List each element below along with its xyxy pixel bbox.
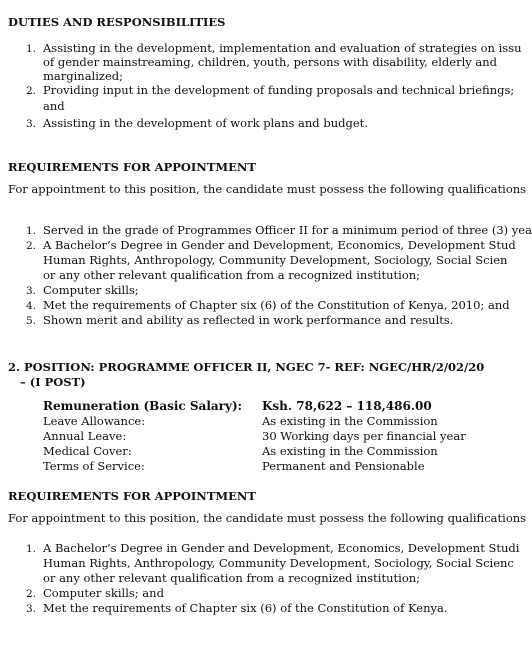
list-item-text: or any other relevant qualification from a recognized institution; [43,268,421,282]
list-item-text: Human Rights, Anthropology, Community Development, Sociology, Social Scien [43,253,508,267]
list-item-number: 3. [26,285,37,297]
list-item-text: Assisting in the development, implementation and evaluation of strategies on issu [43,41,522,55]
list-item-text: marginalized; [43,69,124,83]
remuneration-value: Ksh. 78,622 – 118,486.00 [262,399,432,413]
medical-cover-label: Medical Cover: [43,444,132,458]
list-item-text: A Bachelor’s Degree in Gender and Development, Economics, Development Stud [43,238,516,252]
list-item-text: Met the requirements of Chapter six (6) of the Constitution of Kenya. [43,601,448,615]
duties-heading: DUTIES AND RESPONSIBILITIES [8,15,226,29]
annual-leave-label: Annual Leave: [43,429,127,443]
list-item-text: Computer skills; [43,283,139,297]
terms-of-service-value: Permanent and Pensionable [262,459,425,473]
position-title: 2. POSITION: PROGRAMME OFFICER II, NGEC 7- REF: NGEC/HR/2/02/20 [8,360,485,374]
list-item-text: A Bachelor’s Degree in Gender and Development, Economics, Development Studi [43,541,520,555]
list-item-number: 2. [26,240,37,252]
leave-allowance-label: Leave Allowance: [43,414,146,428]
remuneration-label: Remuneration (Basic Salary): [43,399,243,413]
requirements-intro: For appointment to this position, the candidate must possess the following qualifications [8,182,527,196]
list-item-text: or any other relevant qualification from a recognized institution; [43,571,421,585]
list-item-text: Computer skills; and [43,586,164,600]
annual-leave-value: 30 Working days per financial year [262,429,466,443]
list-item-number: 5. [26,315,37,327]
list-item-number: 3. [26,118,37,130]
list-item-text: Human Rights, Anthropology, Community Development, Sociology, Social Scienc [43,556,514,570]
list-item-text: Shown merit and ability as reflected in work performance and results. [43,313,454,327]
list-item-text: Met the requirements of Chapter six (6) of the Constitution of Kenya, 2010; and [43,298,510,312]
list-item-number: 4. [26,300,37,312]
list-item-number: 3. [26,603,37,615]
requirements-intro-2: For appointment to this position, the candidate must possess the following qualifications [8,511,527,525]
position-post-count: – (I POST) [20,375,86,389]
requirements-heading-2: REQUIREMENTS FOR APPOINTMENT [8,489,256,503]
list-item-number: 2. [26,588,37,600]
medical-cover-value: As existing in the Commission [262,444,438,458]
list-item-text: Providing input in the development of funding proposals and technical briefings; [43,83,515,97]
requirements-heading: REQUIREMENTS FOR APPOINTMENT [8,160,256,174]
list-item-number: 1. [26,225,37,237]
list-item-text: Assisting in the development of work plans and budget. [43,116,368,130]
list-item-number: 1. [26,43,37,55]
list-item-text: and [43,99,65,113]
list-item-number: 1. [26,543,37,555]
leave-allowance-value: As existing in the Commission [262,414,438,428]
terms-of-service-label: Terms of Service: [43,459,145,473]
list-item-number: 2. [26,85,37,97]
list-item-text: Served in the grade of Programmes Officer II for a minimum period of three (3) yea [43,223,532,237]
list-item-text: of gender mainstreaming, children, youth, persons with disability, elderly and [43,55,498,69]
